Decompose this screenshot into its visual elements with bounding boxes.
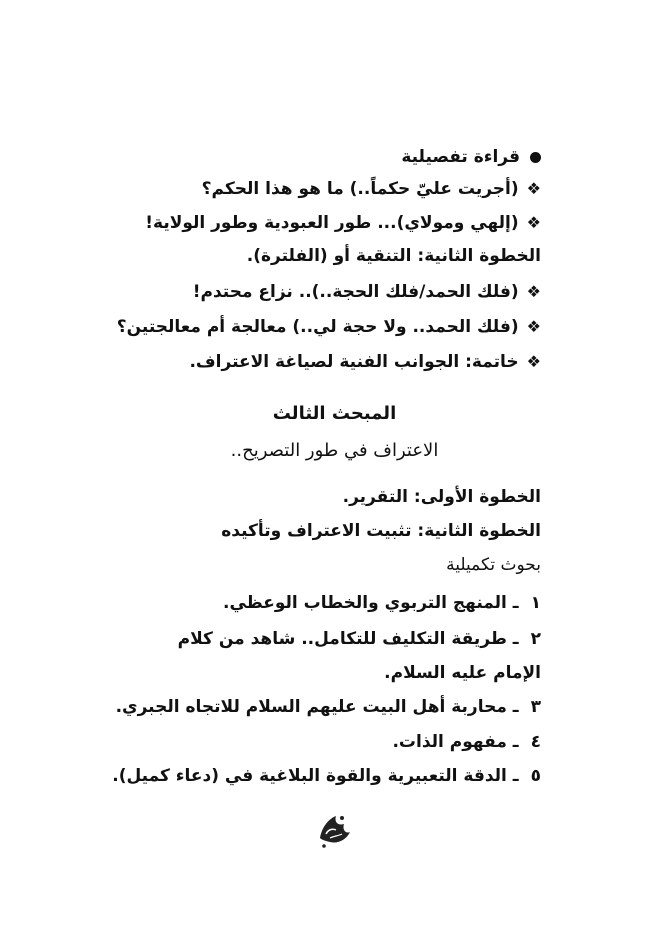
diamond-bullet-icon: ❖ <box>526 213 541 232</box>
item-number: ٢ <box>530 629 541 649</box>
supplement-heading: بحوث تكميلية <box>446 555 541 575</box>
calligraphy-ornament-icon <box>312 808 356 852</box>
list-item-text: ـ المنهج التربوي والخطاب الوعظي. <box>223 593 519 613</box>
list-item-continuation <box>384 662 541 684</box>
reading-heading-item <box>401 146 541 168</box>
list-item-text: خاتمة: الجوانب الفنية لصياغة الاعتراف. <box>189 352 519 372</box>
list-item-text: ـ محاربة أهل البيت عليهم السلام للاتجاه الجبري. <box>115 697 519 717</box>
diamond-bullet-icon: ❖ <box>526 352 541 371</box>
list-item-text: الإمام عليه السلام. <box>384 663 541 683</box>
section-title: المبحث الثالث <box>272 403 397 424</box>
list-item <box>116 696 541 718</box>
item-number: ٣ <box>530 697 541 717</box>
list-item-text: ـ طريقة التكليف للتكامل.. شاهد من كلام <box>177 629 519 649</box>
list-item-text: (أجريت عليّ حكماً..) ما هو هذا الحكم؟ <box>201 179 519 199</box>
step-two-text: الخطوة الثانية: التنقية أو (الفلترة). <box>246 246 541 266</box>
list-item <box>117 316 541 338</box>
diamond-bullet-icon: ❖ <box>526 282 541 301</box>
bullet-dot-icon <box>530 152 541 163</box>
step-two-heading: الخطوة الثانية: تثبيت الاعتراف وتأكيده <box>221 521 541 541</box>
reading-heading-text: قراءة تفصيلية <box>401 147 520 167</box>
list-item <box>178 628 541 650</box>
list-item <box>189 351 541 373</box>
list-item-text: (فلك الحمد.. ولا حجة لي..) معالجة أم معالجتين؟ <box>116 317 519 337</box>
section-subtitle: الاعتراف في طور التصريح.. <box>230 440 439 461</box>
step-one-heading: الخطوة الأولى: التقرير. <box>342 487 541 507</box>
step-two-heading <box>247 245 541 267</box>
list-item <box>145 212 541 234</box>
list-item-text: (فلك الحمد/فلك الحجة..).. نزاع محتدم! <box>192 282 519 302</box>
list-item <box>112 765 541 787</box>
list-item <box>202 178 541 200</box>
item-number: ٥ <box>530 766 541 786</box>
diamond-bullet-icon: ❖ <box>526 317 541 336</box>
list-item-text: (إلهي ومولاي)... طور العبودية وطور الولاية! <box>145 213 519 233</box>
list-item <box>193 281 541 303</box>
diamond-bullet-icon: ❖ <box>526 179 541 198</box>
item-number: ١ <box>530 593 541 613</box>
item-number: ٤ <box>530 732 541 752</box>
list-item <box>223 592 541 614</box>
list-item <box>392 731 541 753</box>
list-item-text: ـ مفهوم الذات. <box>392 732 519 752</box>
list-item-text: ـ الدقة التعبيرية والقوة البلاغية في (دعاء كميل). <box>112 766 519 786</box>
